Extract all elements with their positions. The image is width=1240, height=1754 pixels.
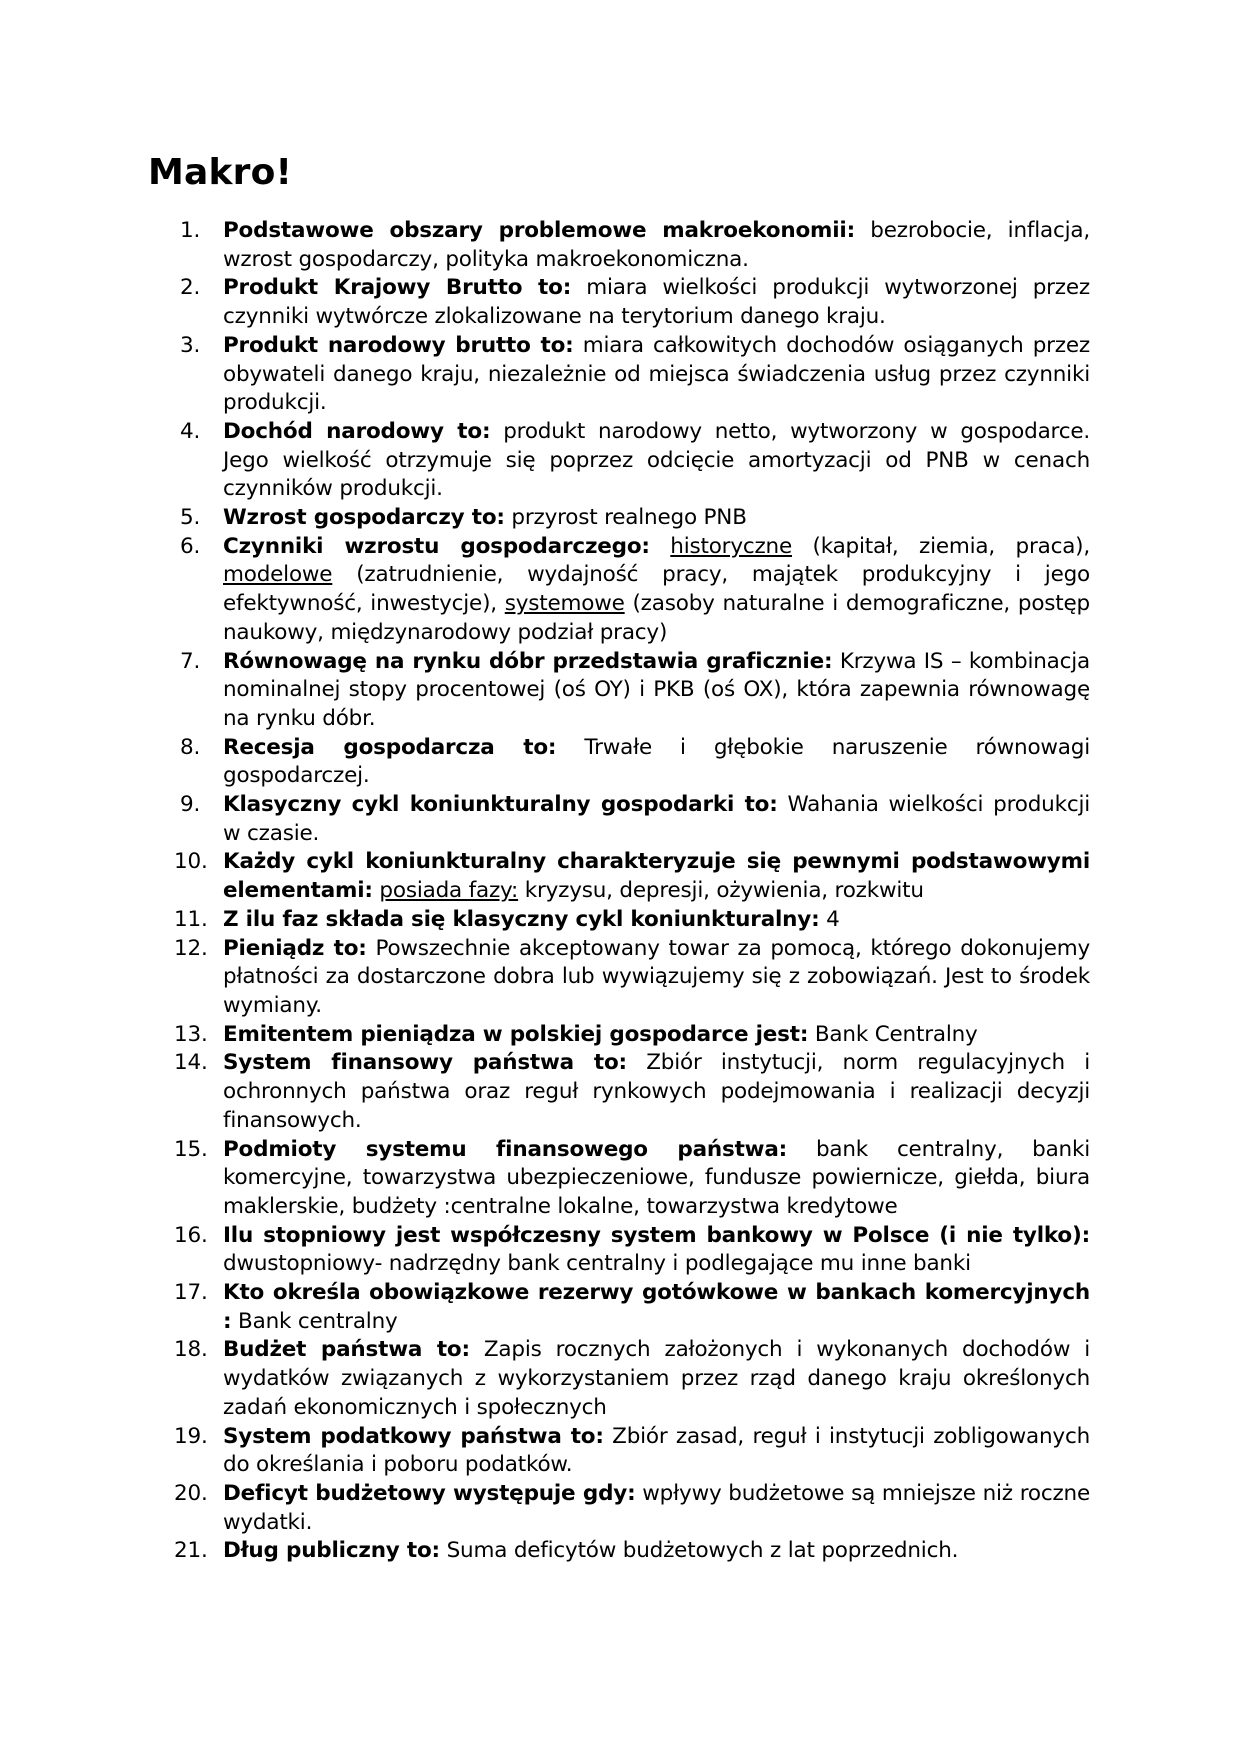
list-item — [180, 418, 1090, 504]
list-item — [174, 935, 1090, 1021]
item-answer-part: (zatrudnienie, wydajność pracy, majątek produkcyjny i jego efektywność, inwestycje), — [223, 562, 1090, 617]
item-answer: Bank Centralny — [808, 1021, 978, 1047]
item-answer: bank centralny, banki komercyjne, towarzystwa ubezpieczeniowe, fundusze powiernicze, giełda, biura maklerskie, budżety :centralne lokalne, towarzystwa kredytowe — [223, 1136, 1090, 1219]
underlined-term: posiada fazy: — [379, 878, 519, 904]
item-question: Emitentem pieniądza w polskiej gospodarce jest: — [223, 1021, 809, 1047]
list-item — [174, 1423, 1090, 1480]
item-answer: dwustopniowy- nadrzędny bank centralny i podlegające mu inne banki — [223, 1251, 971, 1277]
item-question: Z ilu faz składa się klasyczny cykl koniunkturalny: — [223, 906, 820, 932]
list-item — [180, 274, 1090, 331]
item-number: 19. — [174, 1423, 208, 1449]
item-question: Kto określa obowiązkowe rezerwy gotówkowe w bankach komercyjnych : — [223, 1280, 1090, 1334]
item-question: Pieniądz to: — [223, 935, 367, 961]
underlined-term: systemowe — [504, 591, 625, 617]
question-list — [174, 217, 1091, 1566]
list-item — [174, 848, 1090, 905]
list-item — [174, 1336, 1090, 1422]
item-answer-part: (zasoby naturalne i demograficzne, postęp naukowy, międzynarodowy podział pracy) — [223, 591, 1090, 645]
item-number: 18. — [174, 1337, 208, 1363]
document-title: Makro! — [148, 152, 293, 193]
underlined-term: modelowe — [223, 562, 333, 588]
item-number: 5. — [180, 505, 201, 531]
item-answer: bezrobocie, inflacja, wzrost gospodarczy, polityka makroekonomiczna. — [223, 218, 1091, 272]
item-question: Budżet państwa to: — [223, 1337, 470, 1363]
list-item — [180, 734, 1090, 791]
item-answer: Zbiór zasad, reguł i instytucji zobligowanych do określania i poboru podatków. — [223, 1423, 1090, 1478]
list-item — [174, 1279, 1090, 1336]
item-number: 20. — [174, 1480, 208, 1506]
item-question: Produkt narodowy brutto to: — [223, 332, 574, 358]
list-item — [174, 1136, 1090, 1222]
item-question: Klasyczny cykl koniunkturalny gospodarki to: — [223, 792, 778, 818]
item-answer: Krzywa IS – kombinacja nominalnej stopy procentowej (oś OY) i PKB (oś OX), która zapewnia równowagę na rynku dóbr. — [223, 648, 1091, 731]
item-number: 1. — [180, 218, 201, 243]
list-item — [180, 533, 1090, 648]
item-answer: miara wielkości produkcji wytworzonej przez czynniki wytwórcze zlokalizowane na terytorium danego kraju. — [223, 275, 1091, 330]
item-question: System podatkowy państwa to: — [223, 1423, 604, 1449]
item-answer: Bank centralny — [231, 1308, 398, 1334]
item-question: Deficyt budżetowy występuje gdy: — [223, 1480, 636, 1506]
item-answer: Powszechnie akceptowany towar za pomocą, którego dokonujemy płatności za dostarczone dobra lub wywiązujemy się z zobowiązań. Jest to środek wymiany. — [223, 935, 1090, 1018]
item-number: 7. — [180, 648, 201, 674]
item-question: Dług publiczny to: — [223, 1538, 440, 1564]
list-item — [180, 504, 1090, 533]
item-number: 9. — [180, 792, 201, 818]
list-item — [180, 332, 1090, 418]
list-item — [174, 906, 1090, 935]
list-item — [180, 217, 1090, 274]
item-number: 16. — [174, 1222, 208, 1248]
item-question: System finansowy państwa to: — [223, 1050, 627, 1076]
list-item — [174, 1537, 1090, 1566]
item-answer: Zapis rocznych założonych i wykonanych dochodów i wydatków związanych z wykorzystaniem przez rząd danego kraju określonych zadań ekonomicznych i społecznych — [223, 1337, 1090, 1420]
item-question: Recesja gospodarcza to: — [223, 734, 557, 760]
item-question: Ilu stopniowy jest współczesny system bankowy w Polsce (i nie tylko): — [223, 1222, 1090, 1248]
list-item — [180, 791, 1090, 848]
item-answer: Wahania wielkości produkcji w czasie. — [223, 792, 1090, 846]
item-number: 15. — [174, 1136, 208, 1162]
item-answer: przyrost realnego PNB — [504, 505, 747, 531]
item-answer-part: kryzysu, depresji, ożywienia, rozkwitu — [518, 878, 924, 904]
item-question: Podmioty systemu finansowego państwa: — [223, 1136, 788, 1162]
item-answer: wpływy budżetowe są mniejsze niż roczne wydatki. — [223, 1480, 1090, 1535]
item-question: Wzrost gospodarczy to: — [223, 505, 505, 531]
item-answer: miara całkowitych dochodów osiąganych przez obywateli danego kraju, niezależnie od miejsca świadczenia usług przez czynniki produkcji. — [223, 332, 1090, 416]
item-question: Dochód narodowy to: — [223, 418, 491, 444]
underlined-term: historyczne — [670, 533, 793, 559]
item-number: 4. — [180, 418, 201, 444]
item-question: Równowagę na rynku dóbr przedstawia graficznie: — [223, 648, 833, 674]
item-question: Każdy cykl koniunkturalny charakteryzuje się pewnymi podstawowymi elementami: — [223, 849, 1090, 904]
item-question: Podstawowe obszary problemowe makroekonomii: — [223, 218, 855, 243]
list-item — [174, 1049, 1091, 1135]
item-number: 10. — [174, 849, 208, 875]
item-answer: produkt narodowy netto, wytworzony w gospodarce. Jego wielkość otrzymuje się poprzez odcięcie amortyzacji od PNB w cenach czynników produkcji. — [223, 418, 1091, 502]
item-number: 8. — [180, 734, 201, 760]
item-number: 2. — [180, 275, 201, 301]
item-number: 13. — [174, 1021, 208, 1047]
list-item — [180, 648, 1090, 734]
item-answer-part: (kapitał, ziemia, praca), — [792, 533, 1090, 559]
item-number: 6. — [180, 533, 201, 559]
item-question: Produkt Krajowy Brutto to: — [223, 275, 572, 301]
list-item — [174, 1021, 1090, 1050]
item-number: 21. — [174, 1538, 208, 1564]
item-answer: 4 — [819, 906, 840, 932]
list-item — [174, 1480, 1090, 1537]
item-number: 3. — [180, 332, 201, 358]
item-number: 14. — [174, 1050, 208, 1076]
item-answer: Trwałe i głębokie naruszenie równowagi gospodarczej. — [223, 734, 1090, 789]
item-answer: Suma deficytów budżetowych z lat poprzednich. — [439, 1538, 959, 1564]
item-number: 12. — [174, 935, 208, 961]
item-number: 11. — [174, 906, 208, 932]
list-item — [174, 1222, 1090, 1279]
item-number: 17. — [174, 1280, 208, 1306]
item-question: Czynniki wzrostu gospodarczego: — [223, 533, 650, 559]
item-answer: Zbiór instytucji, norm regulacyjnych i ochronnych państwa oraz reguł rynkowych podejmowania i realizacji decyzji finansowych. — [223, 1050, 1091, 1133]
